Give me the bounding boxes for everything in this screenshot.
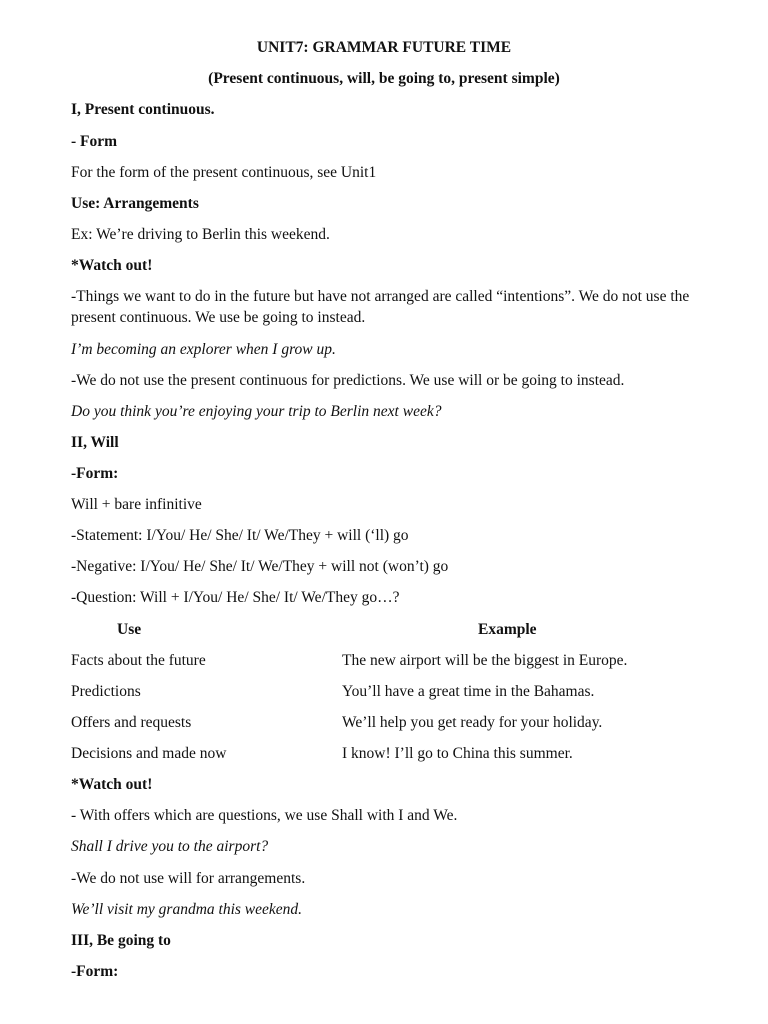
section2-example1: Shall I drive you to the airport?	[71, 838, 269, 855]
table-row-example: We’ll help you get ready for your holiday.	[342, 714, 603, 731]
section2-watch-out: *Watch out!	[71, 776, 153, 793]
section2-heading: II, Will	[71, 434, 119, 451]
section1-form-label: - Form	[71, 133, 118, 150]
section1-watch-out: *Watch out!	[71, 257, 153, 274]
section1-example: Ex: We’re driving to Berlin this weekend.	[71, 226, 330, 243]
section3-form-label: -Form:	[71, 963, 119, 980]
page-title: UNIT7: GRAMMAR FUTURE TIME	[256, 39, 512, 56]
table-row-example: You’ll have a great time in the Bahamas.	[342, 683, 595, 700]
section2-statement: -Statement: I/You/ He/ She/ It/ We/They + will (‘ll) go	[71, 527, 409, 544]
section2-question: -Question: Will + I/You/ He/ She/ It/ We/They go…?	[71, 589, 400, 606]
section1-heading: I, Present continuous.	[71, 101, 215, 118]
section1-example1: I’m becoming an explorer when I grow up.	[71, 341, 336, 358]
section1-example2: Do you think you’re enjoying your trip to Berlin next week?	[71, 403, 442, 420]
section1-note1: -Things we want to do in the future but have not arranged are called “intentions”. We do not use the present continuous. We use be going to instead.	[71, 288, 690, 326]
table-header-use: Use	[117, 621, 142, 638]
section2-note2: -We do not use will for arrangements.	[71, 870, 306, 887]
section1-note2: -We do not use the present continuous for predictions. We use will or be going to instead.	[71, 372, 625, 389]
section2-form-label: -Form:	[71, 465, 119, 482]
section2-example2: We’ll visit my grandma this weekend.	[71, 901, 303, 918]
table-row-use: Decisions and made now	[71, 745, 227, 762]
section2-form-rule: Will + bare infinitive	[71, 496, 202, 513]
section2-negative: -Negative: I/You/ He/ She/ It/ We/They + will not (won’t) go	[71, 558, 449, 575]
section1-form-text: For the form of the present continuous, see Unit1	[71, 164, 377, 181]
section3-heading: III, Be going to	[71, 932, 171, 949]
table-row-use: Facts about the future	[71, 652, 206, 669]
table-header-example: Example	[478, 621, 537, 638]
page-subtitle: (Present continuous, will, be going to, present simple)	[208, 70, 560, 87]
section2-note1: - With offers which are questions, we use Shall with I and We.	[71, 807, 458, 824]
table-row-use: Predictions	[71, 683, 141, 700]
section1-use-label: Use: Arrangements	[71, 195, 199, 212]
table-row-use: Offers and requests	[71, 714, 192, 731]
table-row-example: I know! I’ll go to China this summer.	[342, 745, 573, 762]
table-row-example: The new airport will be the biggest in Europe.	[342, 652, 628, 669]
